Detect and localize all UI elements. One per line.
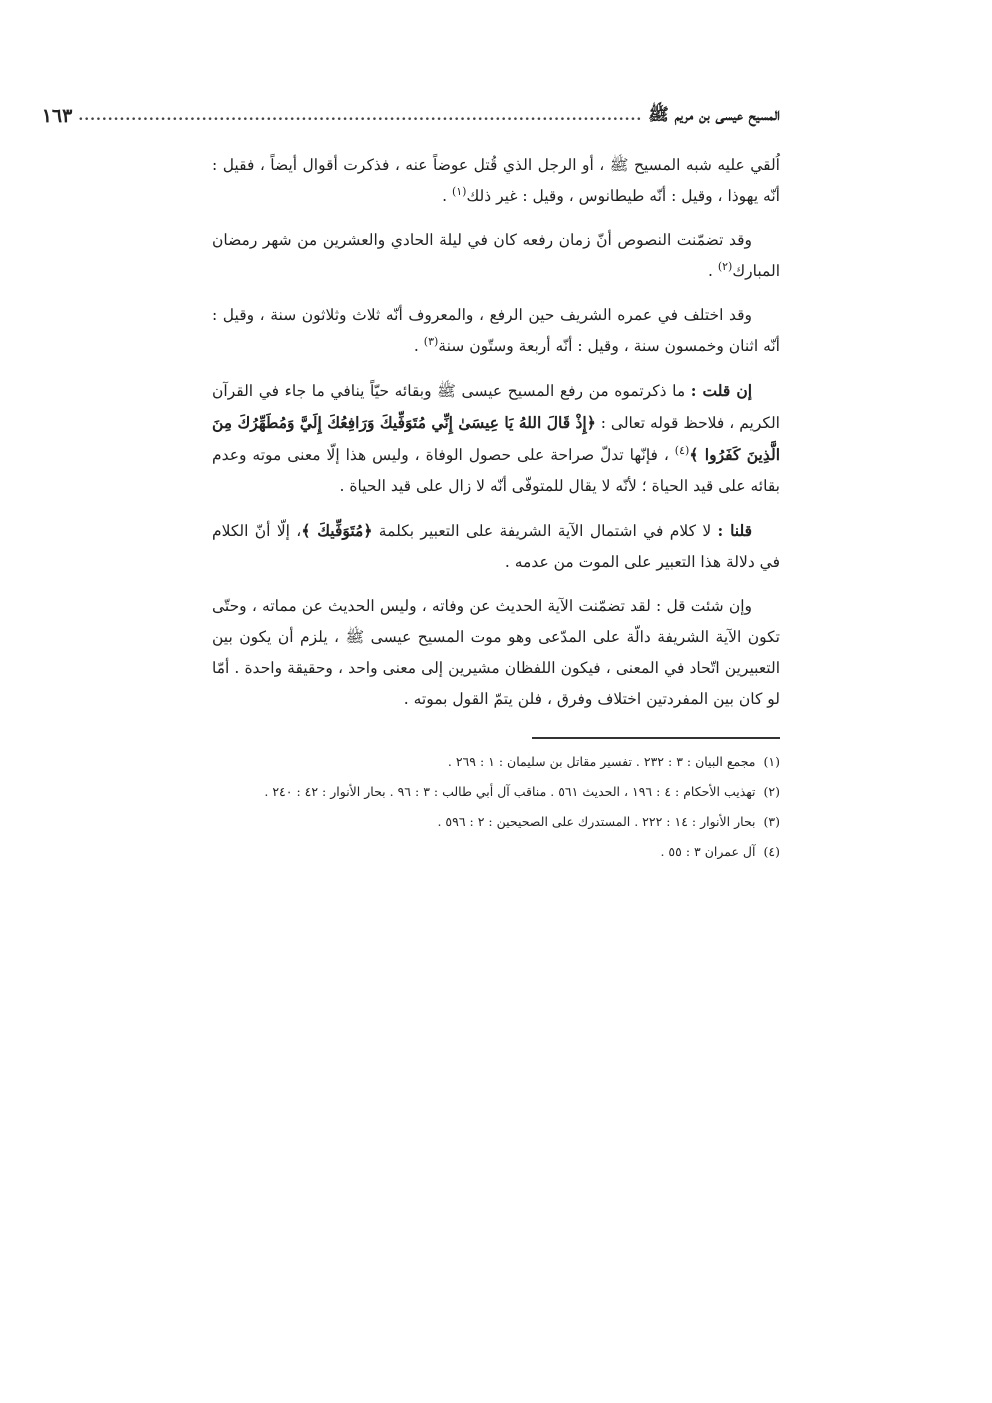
- footnote-separator-rule: [532, 737, 780, 739]
- footnote-reference: (٤): [674, 443, 690, 457]
- footnote-2: [212, 779, 780, 805]
- footnote-3: [212, 809, 780, 835]
- paragraph-end: .: [442, 187, 448, 205]
- running-head: [41, 96, 780, 136]
- paragraph-text: وإن شئت قل : لقد تضمّنت الآية الحديث عن وفاته ، وليس الحديث عن مماته ، وحتّى تكون الآية الشريفة دالّة على المدّعى وهو موت المسيح عيسى ﷺ ، يلزم أن يكون بين التعبيرين اتّحاد في المعنى ، فيكون اللفظان مشيرين إلى معنى واحد ، وحقيقة واحدة . أمّا لو كان بين المفردتين اختلاف وفرق ، فلن يتمّ القول بموته .: [212, 597, 780, 708]
- footnote-text: آل عمران ٣ : ٥٥ .: [660, 844, 756, 859]
- footnote-text: بحار الأنوار : ١٤ : ٢٢٢ . المستدرك على الصحيحين : ٢ : ٥٩٦ .: [437, 814, 756, 829]
- footnote-1: [212, 749, 780, 775]
- quran-verse: ﴿إِذْ قَالَ اللهُ يَا عِيسَىٰ إِنِّي مُتَوَفِّيكَ وَرَافِعُكَ إِلَيَّ وَمُطَهِّرُكَ مِنَ الَّذِينَ كَفَرُوا ﴾: [212, 413, 780, 464]
- paragraph-text: ما ذكرتموه من رفع المسيح عيسى ﷺ وبقائه حيّاً ينافي ما جاء في القرآن الكريم ، فلاحظ قوله تعالى :: [212, 382, 780, 432]
- footnotes: [212, 749, 780, 865]
- paragraph-5: [212, 515, 780, 578]
- footnote-text: مجمع البيان : ٣ : ٢٣٢ . تفسير مقاتل بن سليمان : ١ : ٢٦٩ .: [447, 754, 756, 769]
- paragraph-end: ، إلّا أنّ الكلام في دلالة هذا التعبير على الموت من عدمه .: [212, 522, 780, 571]
- paragraph-4: [212, 375, 780, 502]
- footnote-4: [212, 839, 780, 865]
- objection-lead: إن قلت :: [690, 381, 753, 400]
- footnote-reference: (٢): [717, 259, 733, 273]
- paragraph-text: وقد اختلف في عمره الشريف حين الرفع ، والمعروف أنّه ثلاث وثلاثون سنة ، وقيل : أنّه اثنان وخمسون سنة ، وقيل : أنّه أربعة وستّون سنة: [212, 306, 780, 355]
- paragraph-6: [212, 591, 780, 715]
- footnote-reference: (١): [451, 184, 467, 198]
- paragraph-end: ، فإنّها تدلّ صراحة على حصول الوفاة ، وليس هذا إلّا معنى موته وعدم بقائه على قيد الحياة ؛ لأنّه لا يقال للمتوفّى أنّه لا زال على قيد الحياة .: [212, 446, 780, 495]
- quran-word: ﴿مُتَوَفِّيكَ ﴾: [301, 521, 373, 540]
- page-number: ١٦٣: [41, 105, 73, 127]
- paragraph-1: [212, 150, 780, 212]
- paragraph-2: [212, 225, 780, 287]
- paragraph-text: اُلقي عليه شبه المسيح ﷺ ، أو الرجل الذي قُتل عوضاً عنه ، فذكرت أقوال أيضاً ، فقيل : أنّه يهوذا ، وقيل : أنّه طيطانوس ، وقيل : غير ذلك: [212, 156, 780, 205]
- footnote-text: تهذيب الأحكام : ٤ : ١٩٦ ، الحديث ٥٦١ . مناقب آل أبي طالب : ٣ : ٩٦ . بحار الأنوار : ٤٢ : ٢٤٠ .: [264, 784, 756, 799]
- footnote-mark: (٣): [763, 814, 780, 829]
- footnote-mark: (٢): [763, 784, 780, 799]
- footnote-mark: (٤): [763, 844, 780, 859]
- footnote-reference: (٣): [423, 334, 439, 348]
- running-head-leader-dots: ................................................................................................: [78, 108, 643, 124]
- footnote-mark: (١): [763, 754, 780, 769]
- paragraph-end: .: [707, 262, 713, 280]
- paragraph-end: .: [413, 337, 419, 355]
- book-page: [41, 96, 780, 869]
- paragraph-text: لا كلام في اشتمال الآية الشريفة على التعبير بكلمة: [378, 522, 718, 540]
- reply-lead: قلنا :: [717, 521, 753, 540]
- running-head-title: المسيح عيسى بن مريم ﷺ: [648, 104, 780, 125]
- paragraph-3: [212, 300, 780, 362]
- paragraph-text: وقد تضمّنت النصوص أنّ زمان رفعه كان في ليلة الحادي والعشرين من شهر رمضان المبارك: [212, 231, 780, 280]
- body-text: [212, 150, 780, 715]
